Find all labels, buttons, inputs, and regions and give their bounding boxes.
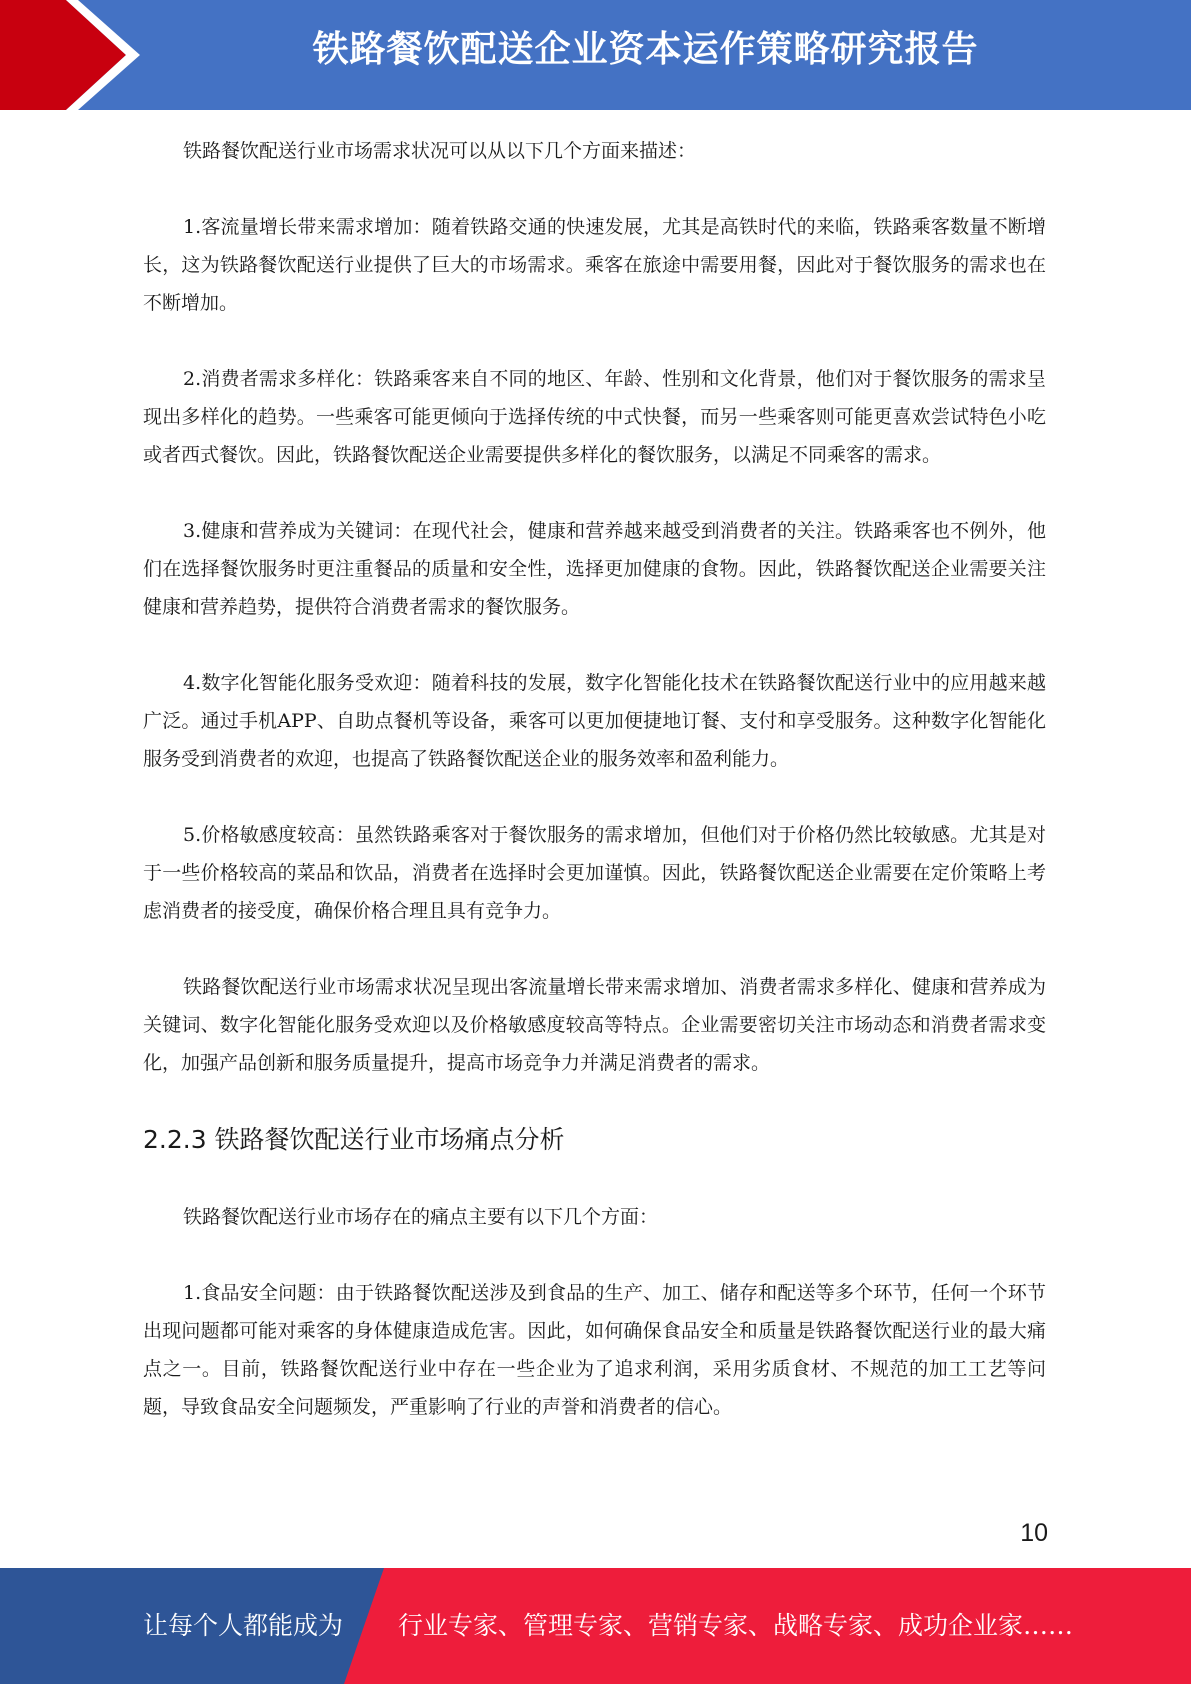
paragraph: 4.数字化智能化服务受欢迎：随着科技的发展，数字化智能化技术在铁路餐饮配送行业中的应用越来越广泛。通过手机APP、自助点餐机等设备，乘客可以更加便捷地订餐、支付和享受服务。这种数字化智能化服务受到消费者的欢迎，也提高了铁路餐饮配送企业的服务效率和盈利能力。 [143, 672, 1046, 770]
paragraph: 5.价格敏感度较高：虽然铁路乘客对于餐饮服务的需求增加，但他们对于价格仍然比较敏感。尤其是对于一些价格较高的菜品和饮品，消费者在选择时会更加谨慎。因此，铁路餐饮配送企业需要在定价策略上考虑消费者的接受度，确保价格合理且具有竞争力。 [143, 824, 1046, 922]
paragraph: 1.客流量增长带来需求增加：随着铁路交通的快速发展，尤其是高铁时代的来临，铁路乘客数量不断增长，这为铁路餐饮配送行业提供了巨大的市场需求。乘客在旅途中需要用餐，因此对于餐饮服务的需求也在不断增加。 [143, 216, 1046, 314]
paragraph: 铁路餐饮配送行业市场需求状况可以从以下几个方面来描述： [183, 140, 697, 162]
footer-slogan-right: 行业专家、管理专家、营销专家、战略专家、成功企业家…… [398, 1611, 1074, 1640]
paragraph: 2.消费者需求多样化：铁路乘客来自不同的地区、年龄、性别和文化背景，他们对于餐饮服务的需求呈现出多样化的趋势。一些乘客可能更倾向于选择传统的中式快餐，而另一些乘客则可能更喜欢尝试特色小吃或者西式餐饮。因此，铁路餐饮配送企业需要提供多样化的餐饮服务，以满足不同乘客的需求。 [143, 368, 1046, 466]
page-number: 10 [1020, 1519, 1048, 1547]
paragraph: 3.健康和营养成为关键词：在现代社会，健康和营养越来越受到消费者的关注。铁路乘客也不例外，他们在选择餐饮服务时更注重餐品的质量和安全性，选择更加健康的食物。因此，铁路餐饮配送企业需要关注健康和营养趋势，提供符合消费者需求的餐饮服务。 [143, 520, 1046, 618]
report-title: 铁路餐饮配送企业资本运作策略研究报告 [312, 29, 979, 70]
section-heading: 2.2.3 铁路餐饮配送行业市场痛点分析 [143, 1125, 565, 1154]
paragraph: 铁路餐饮配送行业市场存在的痛点主要有以下几个方面： [183, 1206, 659, 1228]
paragraph: 1.食品安全问题：由于铁路餐饮配送涉及到食品的生产、加工、储存和配送等多个环节，任何一个环节出现问题都可能对乘客的身体健康造成危害。因此，如何确保食品安全和质量是铁路餐饮配送行业的最大痛点之一。目前，铁路餐饮配送行业中存在一些企业为了追求利润，采用劣质食材、不规范的加工工艺等问题，导致食品安全问题频发，严重影响了行业的声誉和消费者的信心。 [143, 1282, 1046, 1418]
footer-banner [0, 1568, 1191, 1684]
header-banner [0, 0, 1191, 110]
paragraph: 铁路餐饮配送行业市场需求状况呈现出客流量增长带来需求增加、消费者需求多样化、健康和营养成为关键词、数字化智能化服务受欢迎以及价格敏感度较高等特点。企业需要密切关注市场动态和消费者需求变化，加强产品创新和服务质量提升，提高市场竞争力并满足消费者的需求。 [143, 976, 1046, 1074]
page-content [143, 132, 1046, 1464]
footer-slogan-left: 让每个人都能成为 [143, 1611, 344, 1640]
header-arrow-decoration [0, 0, 160, 110]
